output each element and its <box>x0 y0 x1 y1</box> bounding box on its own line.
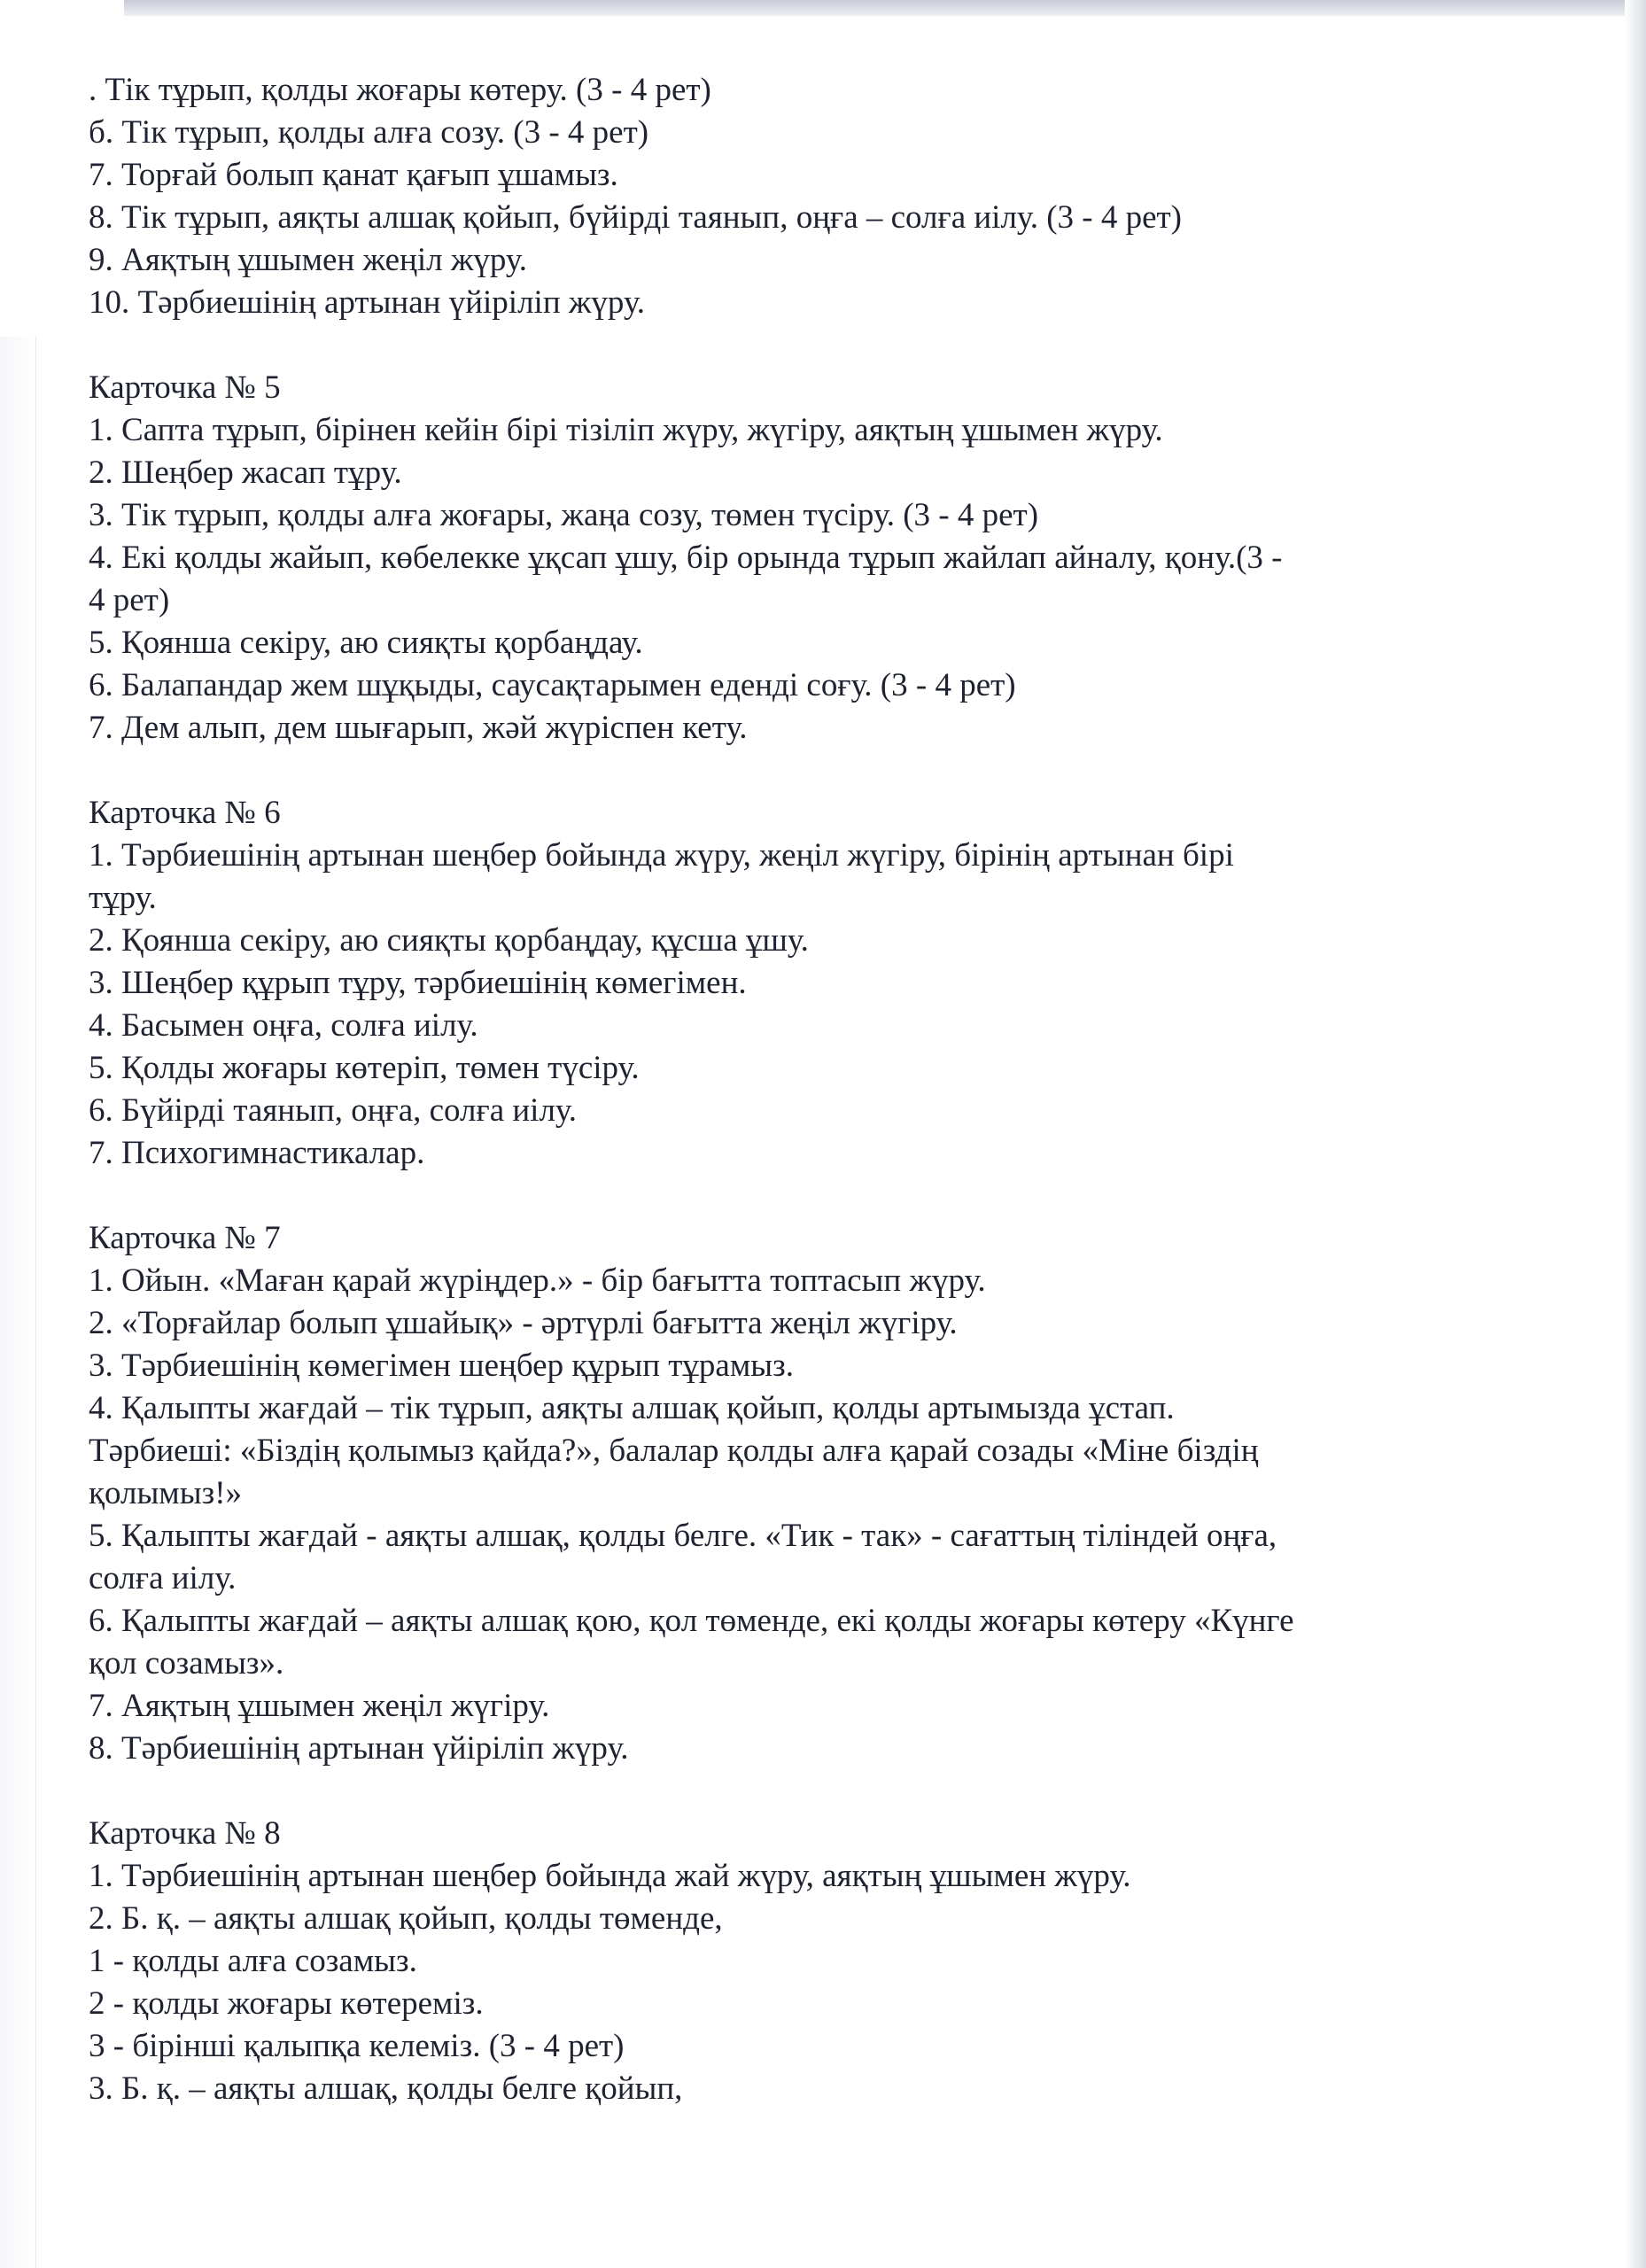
list-item: 3. Шеңбер құрып тұру, тәрбиешінің көмегімен. <box>89 965 747 1001</box>
list-item: 6. Бүйірді таянып, оңға, солға иілу. <box>89 1092 577 1129</box>
scan-edge-top <box>124 0 1646 16</box>
section-card-8 <box>89 1813 1524 2110</box>
list-item: тұру. <box>89 880 157 916</box>
list-item: . Тік тұрып, қолды жоғары көтеру. (3 - 4 рет) <box>89 72 711 108</box>
list-item: б. Тік тұрып, қолды алға созу. (3 - 4 рет) <box>89 114 649 151</box>
list-item: солға иілу. <box>89 1560 237 1596</box>
list-item: 10. Тәрбиешінің артынан үйіріліп жүру. <box>89 284 645 321</box>
list-item: 2. «Торғайлар болып ұшайық» - әртүрлі бағытта жеңіл жүгіру. <box>89 1305 958 1341</box>
list-item: 1 - қолды алға созамыз. <box>89 1943 417 1979</box>
section-card-7 <box>89 1217 1524 1770</box>
list-item: қол созамыз». <box>89 1645 284 1682</box>
list-item: 8. Тәрбиешінің артынан үйіріліп жүру. <box>89 1730 629 1767</box>
list-item: 1. Тәрбиешінің артынан шеңбер бойында жүру, жеңіл жүгіру, бірінің артынан бірі <box>89 837 1234 874</box>
list-item: 4. Басымен оңға, солға иілу. <box>89 1007 478 1044</box>
list-item: 4. Екі қолды жайып, көбелекке ұқсап ұшу, бір орында тұрып жайлап айналу, қону.(3 - <box>89 540 1283 576</box>
list-item: 2 - қолды жоғары көтереміз. <box>89 1985 484 2022</box>
list-item: 5. Қоянша секіру, аю сияқты қорбаңдау. <box>89 625 643 661</box>
list-item: 2. Қоянша секіру, аю сияқты қорбаңдау, құсша ұшу. <box>89 922 809 959</box>
section-continued <box>89 69 1524 324</box>
list-item: 7. Психогимнастикалар. <box>89 1135 425 1171</box>
list-item: 5. Қалыпты жағдай - аяқты алшақ, қолды белге. «Тик - так» - сағаттың тіліндей оңға, <box>89 1518 1277 1554</box>
section-card-6 <box>89 792 1524 1175</box>
section-card-5 <box>89 367 1524 750</box>
list-item: 1. Сапта тұрып, бірінен кейін бірі тізіліп жүру, жүгіру, аяқтың ұшымен жүру. <box>89 412 1163 448</box>
card-heading: Карточка № 5 <box>89 369 281 406</box>
list-item: 8. Тік тұрып, аяқты алшақ қойып, бүйірді таянып, оңға – солға иілу. (3 - 4 рет) <box>89 199 1183 236</box>
scan-edge-right <box>1625 0 1646 2268</box>
list-item: 2. Шеңбер жасап тұру. <box>89 454 402 491</box>
list-item: 2. Б. қ. – аяқты алшақ қойып, қолды төменде, <box>89 1900 723 1937</box>
card-heading: Карточка № 6 <box>89 795 281 831</box>
list-item: 1. Ойын. «Маған қарай жүріңдер.» - бір бағытта топтасып жүру. <box>89 1262 986 1299</box>
list-item: 3 - бірінші қалыпқа келеміз. (3 - 4 рет) <box>89 2028 625 2064</box>
list-item: Тәрбиеші: «Біздің қолымыз қайда?», балалар қолды алға қарай созады «Міне біздің <box>89 1433 1259 1469</box>
list-item: 6. Қалыпты жағдай – аяқты алшақ қою, қол төменде, екі қолды жоғары көтеру «Күнге <box>89 1603 1294 1639</box>
list-item: 7. Аяқтың ұшымен жеңіл жүгіру. <box>89 1688 550 1724</box>
scan-edge-left <box>0 337 36 2268</box>
list-item: 4. Қалыпты жағдай – тік тұрып, аяқты алшақ қойып, қолды артымызда ұстап. <box>89 1390 1175 1426</box>
list-item: 4 рет) <box>89 582 170 618</box>
list-item: қолымыз!» <box>89 1475 243 1511</box>
list-item: 3. Тәрбиешінің көмегімен шеңбер құрып тұрамыз. <box>89 1348 794 1384</box>
card-heading: Карточка № 8 <box>89 1815 281 1852</box>
list-item: 3. Б. қ. – аяқты алшақ, қолды белге қойып, <box>89 2070 683 2107</box>
list-item: 6. Балапандар жем шұқыды, саусақтарымен еденді соғу. (3 - 4 рет) <box>89 667 1016 703</box>
list-item: 5. Қолды жоғары көтеріп, төмен түсіру. <box>89 1050 640 1086</box>
list-item: 3. Тік тұрып, қолды алға жоғары, жаңа созу, төмен түсіру. (3 - 4 рет) <box>89 497 1039 533</box>
list-item: 1. Тәрбиешінің артынан шеңбер бойында жай жүру, аяқтың ұшымен жүру. <box>89 1858 1131 1894</box>
list-item: 7. Торғай болып қанат қағып ұшамыз. <box>89 157 618 193</box>
card-heading: Карточка № 7 <box>89 1220 281 1256</box>
list-item: 7. Дем алып, дем шығарып, жәй жүріспен кету. <box>89 710 748 746</box>
document-page <box>89 69 1524 2110</box>
list-item: 9. Аяқтың ұшымен жеңіл жүру. <box>89 242 527 278</box>
